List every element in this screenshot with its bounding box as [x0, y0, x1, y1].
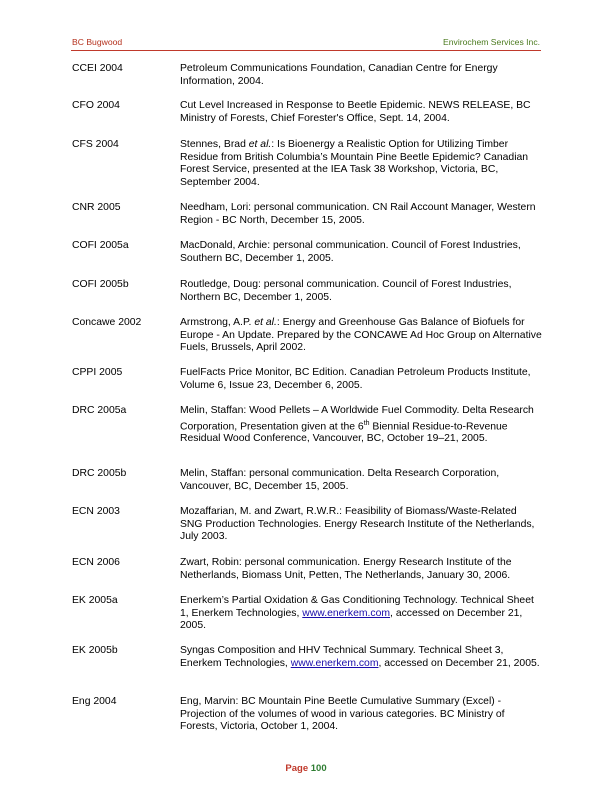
- header-right-title: Envirochem Services Inc.: [443, 37, 540, 47]
- reference-text: Mozaffarian, M. and Zwart, R.W.R.: Feasibility of Biomass/Waste-Related SNG Production Technologies. Energy Research Institute of the Netherlands, July 2003.: [180, 506, 535, 542]
- reference-key: CFS 2004: [72, 139, 119, 150]
- enerkem-link[interactable]: www.enerkem.com: [290, 657, 379, 669]
- page-number: 100: [310, 763, 327, 774]
- reference-text: MacDonald, Archie: personal communication. Council of Forest Industries, Southern BC, December 1, 2005.: [180, 240, 521, 264]
- reference-text: FuelFacts Price Monitor, BC Edition. Canadian Petroleum Products Institute, Volume 6, Issue 23, December 6, 2005.: [180, 367, 531, 391]
- page-header: [71, 36, 541, 51]
- reference-key: ECN 2003: [72, 506, 120, 517]
- reference-key: DRC 2005a: [72, 405, 127, 416]
- reference-key: CFO 2004: [72, 100, 120, 111]
- reference-text: Eng, Marvin: BC Mountain Pine Beetle Cumulative Summary (Excel) - Projection of the volumes of wood in various categories. BC Ministry of Forests, Victoria, October 1, 2004.: [180, 696, 505, 732]
- reference-key: Concawe 2002: [72, 317, 142, 328]
- reference-key: EK 2005b: [72, 645, 118, 656]
- reference-text: Cut Level Increased in Response to Beetle Epidemic. NEWS RELEASE, BC Ministry of Forests, Chief Forester's Office, Sept. 14, 2004.: [180, 100, 531, 124]
- reference-text: Melin, Staffan: Wood Pellets – A Worldwide Fuel Commodity. Delta Research Corporation, Presentation given at the 6th Biennial Residue-to-Revenue Residual Wood Conference, Vancouver, BC, October 19–21, 2005.: [180, 405, 534, 445]
- reference-text: Needham, Lori: personal communication. CN Rail Account Manager, Western Region - BC North, December 15, 2005.: [180, 202, 536, 226]
- reference-key: ECN 2006: [72, 557, 120, 568]
- header-left-title: BC Bugwood: [72, 37, 123, 47]
- reference-key: CPPI 2005: [72, 367, 123, 378]
- reference-key: COFI 2005b: [72, 279, 129, 290]
- reference-key: CNR 2005: [72, 202, 121, 213]
- reference-text: Routledge, Doug: personal communication. Council of Forest Industries, Northern BC, December 1, 2005.: [180, 279, 512, 303]
- reference-text: Enerkem’s Partial Oxidation & Gas Conditioning Technology. Technical Sheet 1, Enerkem Technologies, www.enerkem.com, accessed on December 21, 2005.: [180, 595, 534, 631]
- reference-text: Syngas Composition and HHV Technical Summary. Technical Sheet 3, Enerkem Technologies, www.enerkem.com, accessed on December 21, 2005.: [180, 645, 540, 669]
- reference-key: EK 2005a: [72, 595, 118, 606]
- reference-key: Eng 2004: [72, 696, 117, 707]
- reference-key: CCEI 2004: [72, 63, 123, 74]
- reference-text: Stennes, Brad et al.: Is Bioenergy a Realistic Option for Utilizing Timber Residue from British Columbia’s Mountain Pine Beetle Epidemic? Canadian Forest Service, presented at the IEA Task 38 Workshop, Victoria, BC, September 2004.: [180, 139, 529, 188]
- reference-text: Armstrong, A.P. et al.: Energy and Greenhouse Gas Balance of Biofuels for Europe - An Update. Prepared by the CONCAWE Ad Hoc Group on Alternative Fuels, Brussels, April 2002.: [180, 317, 542, 353]
- reference-text: Melin, Staffan: personal communication. Delta Research Corporation, Vancouver, BC, December 15, 2005.: [180, 468, 500, 492]
- page-label: Page: [285, 763, 309, 774]
- reference-key: DRC 2005b: [72, 468, 127, 479]
- page-footer: [0, 763, 612, 774]
- enerkem-link[interactable]: www.enerkem.com: [302, 607, 391, 619]
- reference-text: Petroleum Communications Foundation, Canadian Centre for Energy Information, 2004.: [180, 63, 498, 87]
- reference-key: COFI 2005a: [72, 240, 129, 251]
- reference-text: Zwart, Robin: personal communication. Energy Research Institute of the Netherlands, Biomass Unit, Petten, The Netherlands, January 30, 2006.: [180, 557, 512, 581]
